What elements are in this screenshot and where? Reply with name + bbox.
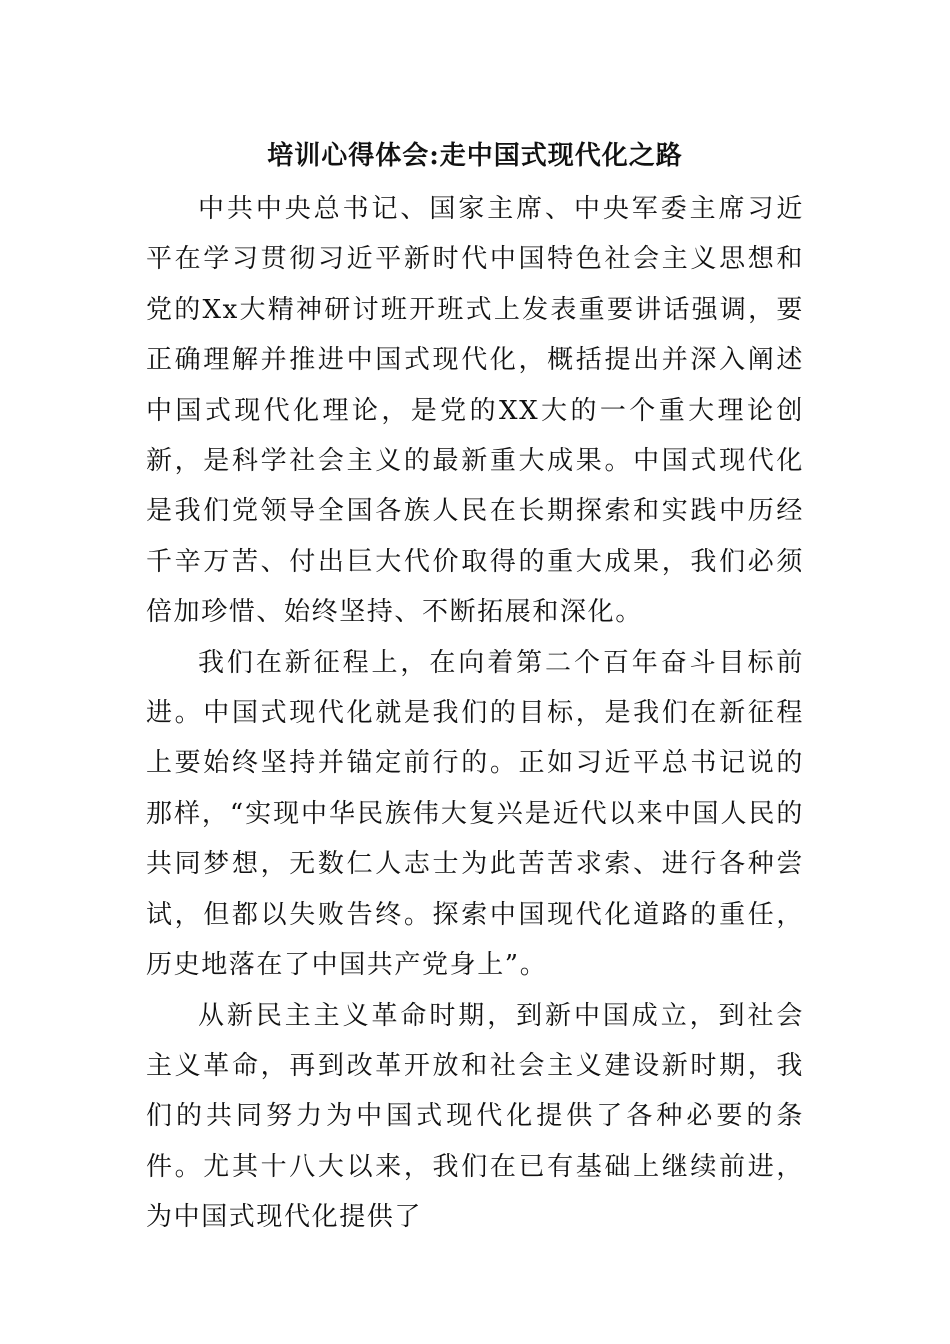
document-body	[146, 184, 804, 1243]
paragraph-1: 中共中央总书记、国家主席、中央军委主席习近平在学习贯彻习近平新时代中国特色社会主义思想和党的Xx大精神研讨班开班式上发表重要讲话强调，要正确理解并推进中国式现代化，概括提出并深入阐述中国式现代化理论，是党的XX大的一个重大理论创新，是科学社会主义的最新重大成果。中国式现代化是我们党领导全国各族人民在长期探索和实践中历经千辛万苦、付出巨大代价取得的重大成果，我们必须倍加珍惜、始终坚持、不断拓展和深化。	[146, 194, 804, 628]
paragraph-3: 从新民主主义革命时期，到新中国成立，到社会主义革命，再到改革开放和社会主义建设新时期，我们的共同努力为中国式现代化提供了各种必要的条件。尤其十八大以来，我们在已有基础上继续前进，为中国式现代化提供了	[146, 1000, 804, 1233]
document-title: 培训心得体会:走中国式现代化之路	[267, 141, 683, 171]
paragraph-2: 我们在新征程上，在向着第二个百年奋斗目标前进。中国式现代化就是我们的目标，是我们在新征程上要始终坚持并锚定前行的。正如习近平总书记说的那样，“实现中华民族伟大复兴是近代以来中国人民的共同梦想，无数仁人志士为此苦苦求索、进行各种尝试，但都以失败告终。探索中国现代化道路的重任，历史地落在了中国共产党身上”。	[146, 647, 804, 981]
